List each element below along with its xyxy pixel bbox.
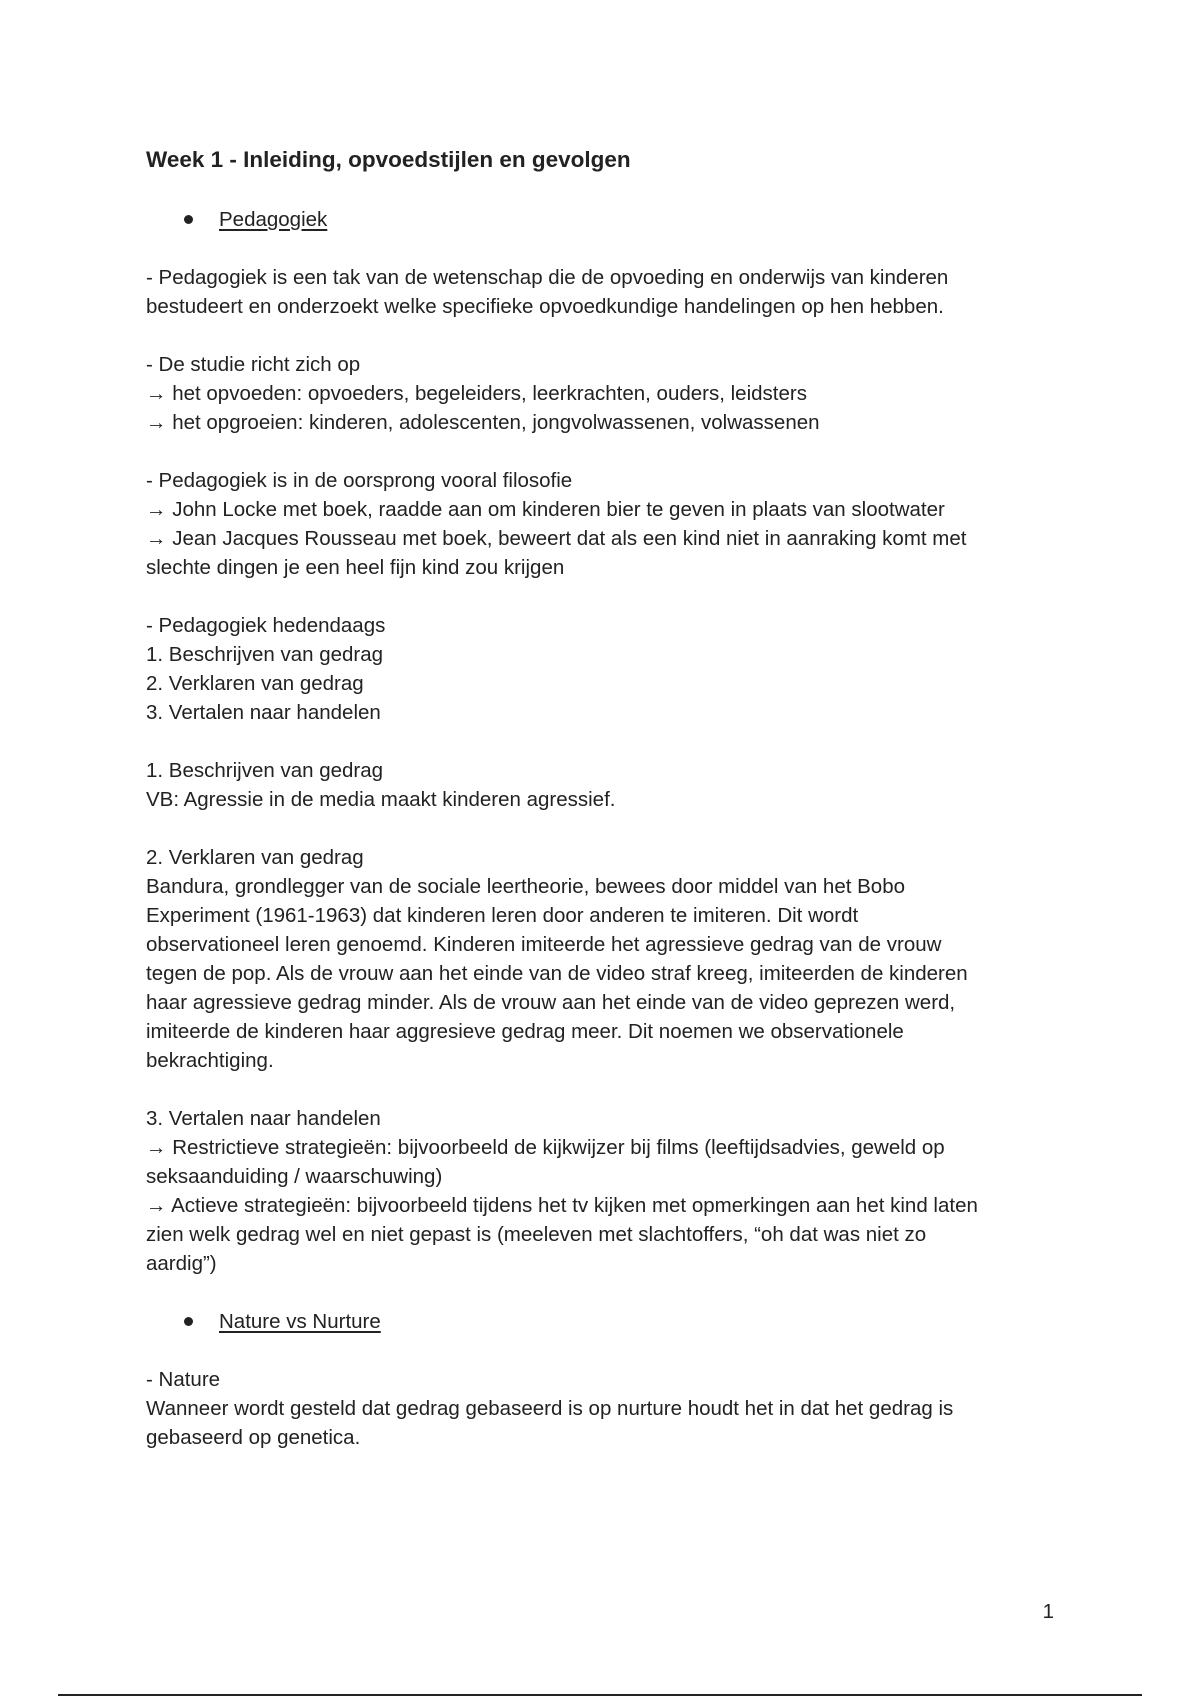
- document-page: [146, 145, 1076, 1481]
- bullet-dot: [184, 1317, 193, 1326]
- paragraph: [146, 1365, 1076, 1452]
- text-line: haar agressieve gedrag minder. Als de vrouw aan het einde van de video geprezen werd,: [146, 991, 956, 1014]
- text-line: 1. Beschrijven van gedrag: [146, 643, 384, 666]
- text-line: 2. Verklaren van gedrag: [146, 846, 364, 869]
- document-title: Week 1 - Inleiding, opvoedstijlen en gevolgen: [146, 147, 631, 172]
- paragraph: [146, 263, 1076, 321]
- paragraph: [146, 756, 1076, 814]
- text-line: → Actieve strategieën: bijvoorbeeld tijdens het tv kijken met opmerkingen aan het kind laten: [146, 1194, 978, 1217]
- text-line: → het opvoeden: opvoeders, begeleiders, leerkrachten, ouders, leidsters: [146, 382, 807, 405]
- paragraph: [146, 843, 1076, 1075]
- text-line: Wanneer wordt gesteld dat gedrag gebaseerd is op nurture houdt het in dat het gedrag is: [146, 1397, 954, 1420]
- text-line: 1. Beschrijven van gedrag: [146, 759, 384, 782]
- text-line: → het opgroeien: kinderen, adolescenten, jongvolwassenen, volwassenen: [146, 411, 820, 434]
- text-line: VB: Agressie in de media maakt kinderen agressief.: [146, 788, 616, 811]
- text-line: slechte dingen je een heel fijn kind zou krijgen: [146, 556, 565, 579]
- text-line: observationeel leren genoemd. Kinderen imiteerde het agressieve gedrag van de vrouw: [146, 933, 942, 956]
- paragraph: [146, 466, 1076, 582]
- text-line: seksaanduiding / waarschuwing): [146, 1165, 443, 1188]
- section-heading-label: Pedagogiek: [219, 208, 328, 231]
- text-line: - De studie richt zich op: [146, 353, 361, 376]
- section-heading-nature-vs-nurture: [146, 1307, 1076, 1336]
- paragraph: [146, 350, 1076, 437]
- text-line: → Restrictieve strategieën: bijvoorbeeld de kijkwijzer bij films (leeftijdsadvies, geweld op: [146, 1136, 945, 1159]
- text-line: 3. Vertalen naar handelen: [146, 701, 381, 724]
- text-line: tegen de pop. Als de vrouw aan het einde van de video straf kreeg, imiteerden de kinderen: [146, 962, 968, 985]
- paragraph: [146, 611, 1076, 727]
- text-line: zien welk gedrag wel en niet gepast is (meeleven met slachtoffers, “oh dat was niet zo: [146, 1223, 927, 1246]
- text-line: → John Locke met boek, raadde aan om kinderen bier te geven in plaats van slootwater: [146, 498, 945, 521]
- bullet-dot: [184, 215, 193, 224]
- text-line: aardig”): [146, 1252, 217, 1275]
- text-line: - Pedagogiek is in de oorsprong vooral filosofie: [146, 469, 573, 492]
- text-line: 2. Verklaren van gedrag: [146, 672, 364, 695]
- text-line: bekrachtiging.: [146, 1049, 274, 1072]
- text-line: Experiment (1961-1963) dat kinderen leren door anderen te imiteren. Dit wordt: [146, 904, 859, 927]
- text-line: 3. Vertalen naar handelen: [146, 1107, 381, 1130]
- text-line: gebaseerd op genetica.: [146, 1426, 361, 1449]
- text-line: Bandura, grondlegger van de sociale leertheorie, bewees door middel van het Bobo: [146, 875, 906, 898]
- text-line: - Pedagogiek hedendaags: [146, 614, 386, 637]
- text-line: imiteerde de kinderen haar aggresieve gedrag meer. Dit noemen we observationele: [146, 1020, 904, 1043]
- section-heading-label: Nature vs Nurture: [219, 1310, 381, 1333]
- text-line: - Nature: [146, 1368, 221, 1391]
- text-line: bestudeert en onderzoekt welke specifieke opvoedkundige handelingen op hen hebben.: [146, 295, 944, 318]
- page-divider: [58, 1694, 1142, 1696]
- text-line: → Jean Jacques Rousseau met boek, beweert dat als een kind niet in aanraking komt met: [146, 527, 967, 550]
- text-line: - Pedagogiek is een tak van de wetenschap die de opvoeding en onderwijs van kinderen: [146, 266, 949, 289]
- section-heading-pedagogiek: [146, 205, 1076, 234]
- page-number: 1: [1042, 1600, 1054, 1623]
- paragraph: [146, 1104, 1076, 1278]
